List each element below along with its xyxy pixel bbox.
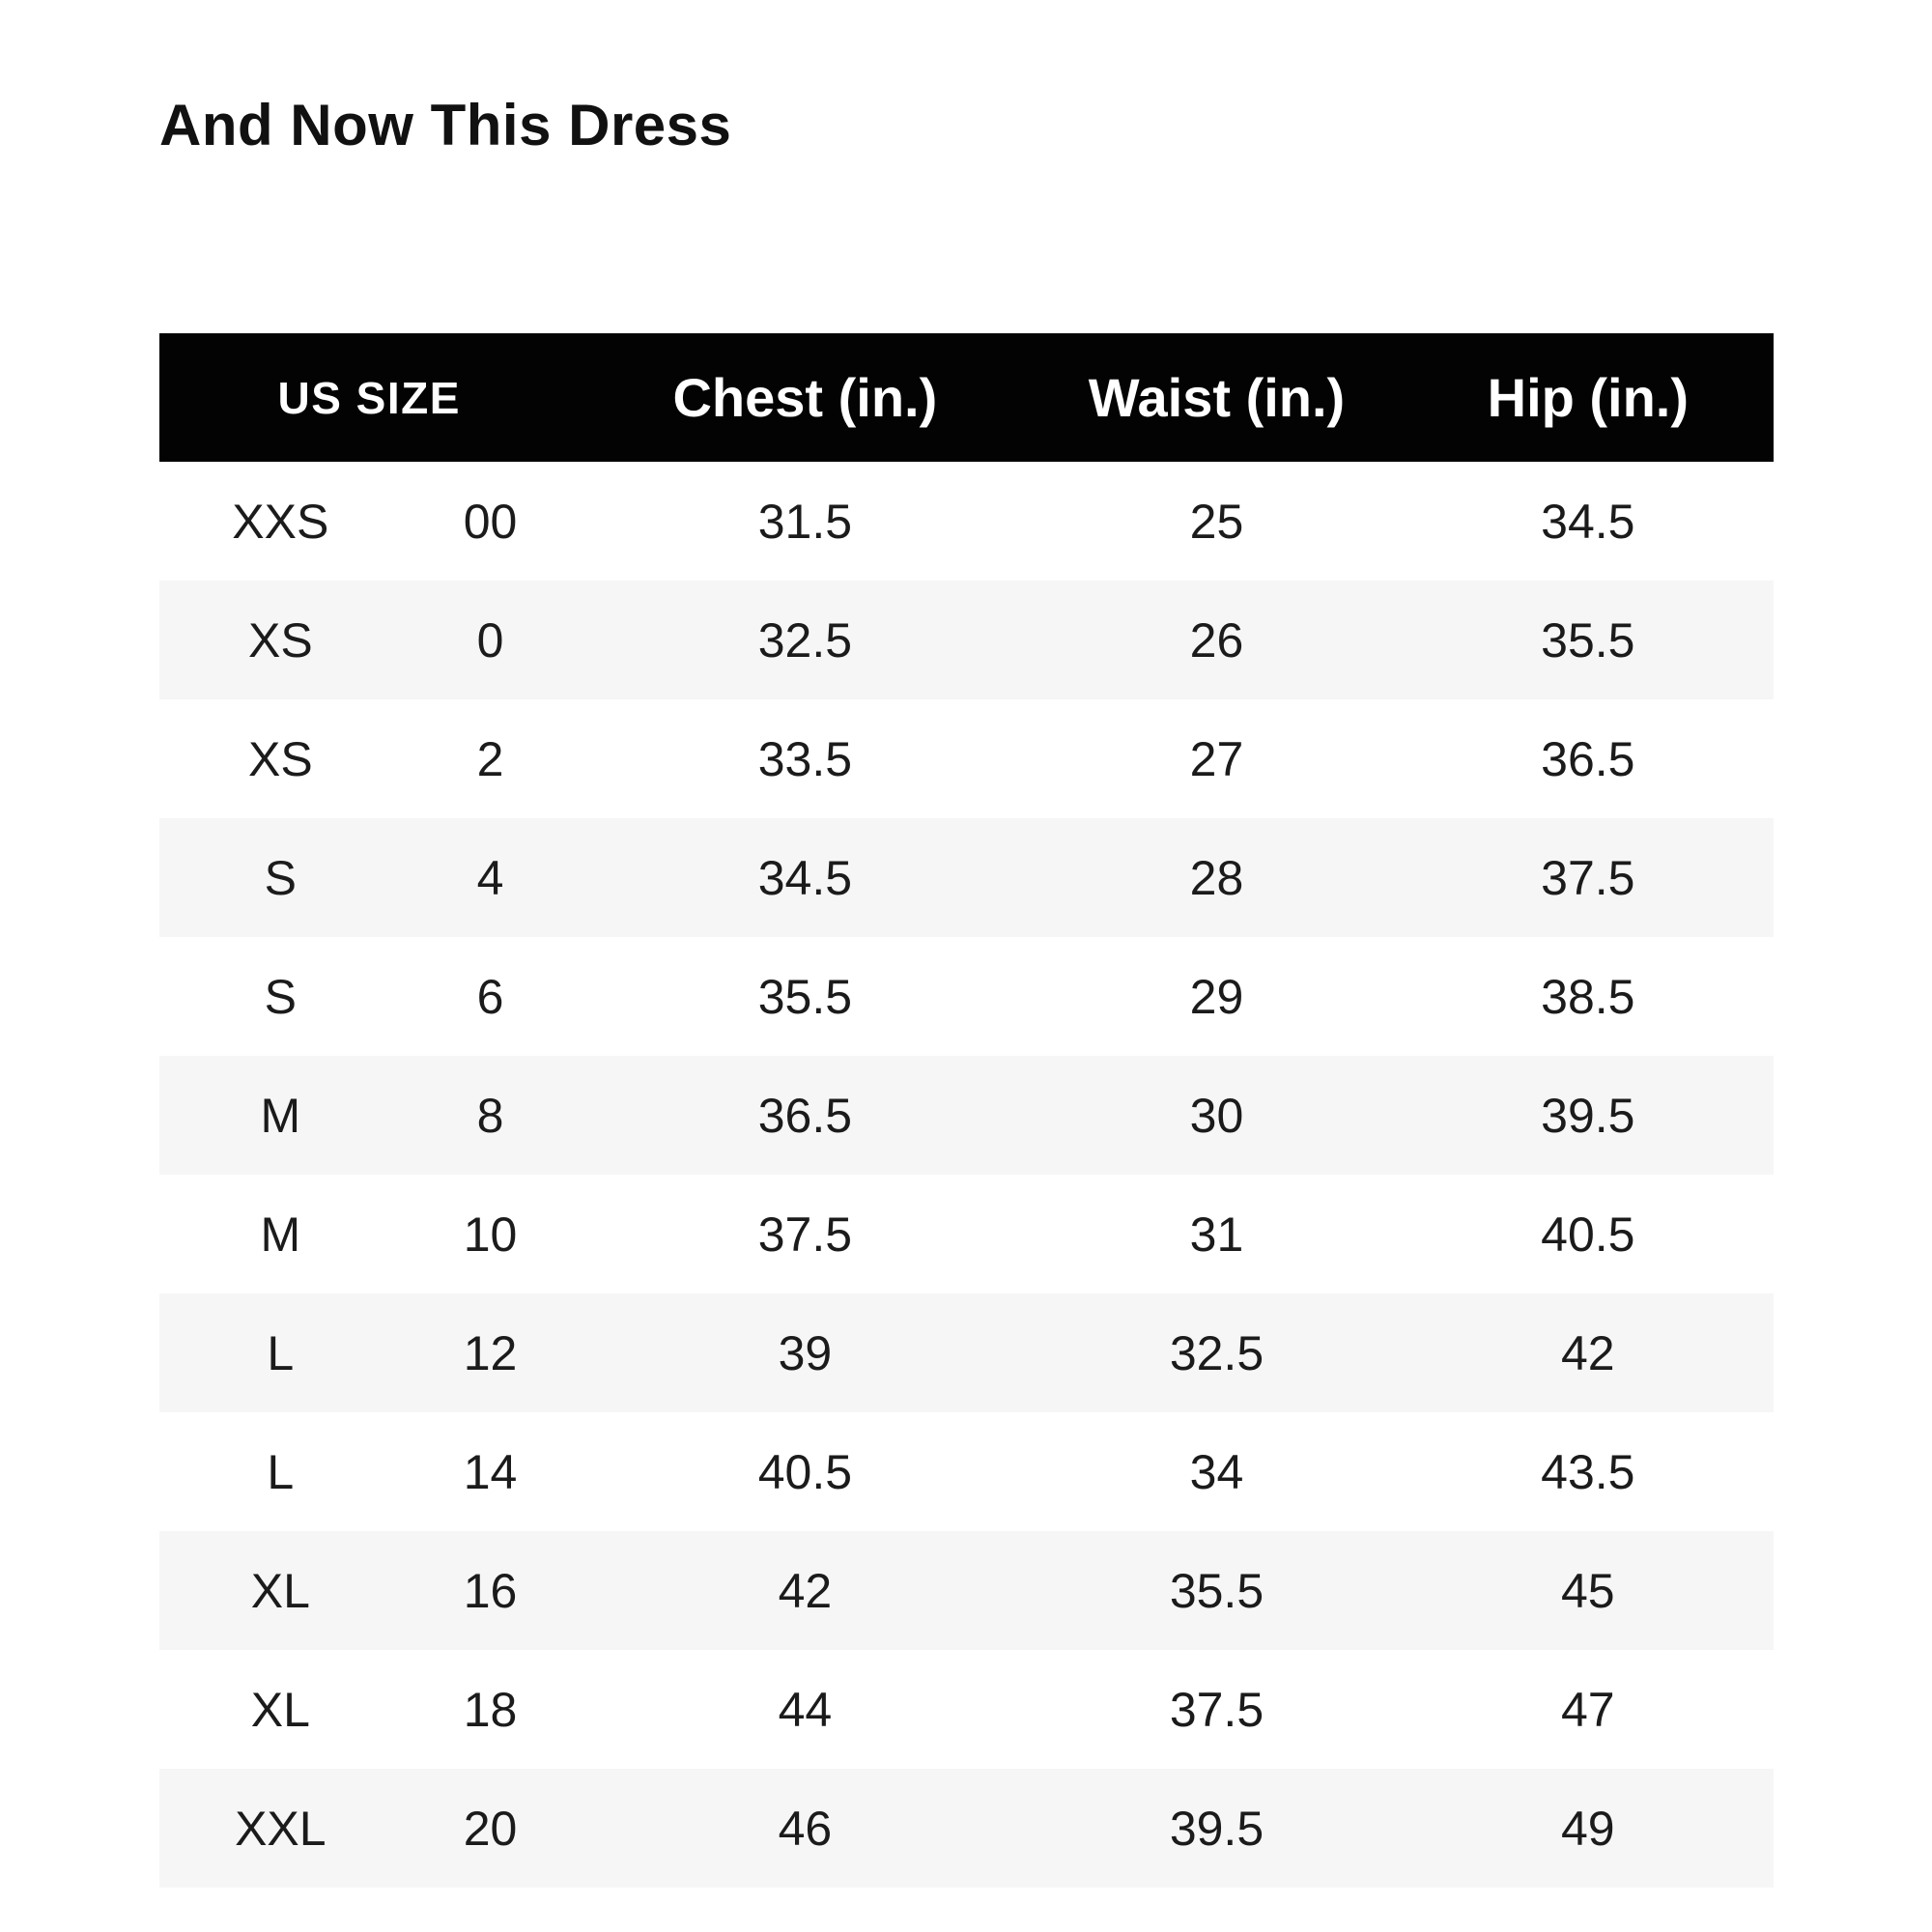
- cell-chest: 34.5: [579, 818, 1031, 937]
- cell-waist: 37.5: [1031, 1650, 1402, 1769]
- cell-chest: 40.5: [579, 1412, 1031, 1531]
- cell-size-label: M: [159, 1056, 402, 1175]
- cell-size-label: L: [159, 1293, 402, 1412]
- cell-waist: 25: [1031, 462, 1402, 581]
- cell-hip: 39.5: [1403, 1056, 1774, 1175]
- cell-chest: 44: [579, 1650, 1031, 1769]
- cell-waist: 39.5: [1031, 1769, 1402, 1888]
- table-row: [159, 1056, 1774, 1175]
- cell-hip: 42: [1403, 1293, 1774, 1412]
- cell-waist: 27: [1031, 699, 1402, 818]
- table-row: [159, 1650, 1774, 1769]
- cell-chest: 42: [579, 1531, 1031, 1650]
- cell-us-size: 20: [402, 1769, 580, 1888]
- cell-size-label: XL: [159, 1650, 402, 1769]
- cell-chest: 35.5: [579, 937, 1031, 1056]
- cell-waist: 30: [1031, 1056, 1402, 1175]
- cell-waist: 35.5: [1031, 1531, 1402, 1650]
- cell-hip: 37.5: [1403, 818, 1774, 937]
- cell-hip: 49: [1403, 1769, 1774, 1888]
- cell-hip: 35.5: [1403, 581, 1774, 699]
- page-title: And Now This Dress: [159, 93, 732, 157]
- cell-chest: 32.5: [579, 581, 1031, 699]
- cell-us-size: 14: [402, 1412, 580, 1531]
- cell-size-label: XXS: [159, 462, 402, 581]
- cell-us-size: 8: [402, 1056, 580, 1175]
- column-header-hip: Hip (in.): [1403, 333, 1774, 462]
- cell-waist: 32.5: [1031, 1293, 1402, 1412]
- table-row: [159, 462, 1774, 581]
- cell-waist: 29: [1031, 937, 1402, 1056]
- table-row: [159, 1412, 1774, 1531]
- cell-us-size: 18: [402, 1650, 580, 1769]
- cell-hip: 45: [1403, 1531, 1774, 1650]
- cell-size-label: M: [159, 1175, 402, 1293]
- cell-hip: 36.5: [1403, 699, 1774, 818]
- table-row: [159, 1769, 1774, 1888]
- cell-us-size: 2: [402, 699, 580, 818]
- cell-hip: 43.5: [1403, 1412, 1774, 1531]
- column-header-us-size: US SIZE: [159, 333, 579, 462]
- cell-us-size: 12: [402, 1293, 580, 1412]
- table-row: [159, 818, 1774, 937]
- cell-size-label: S: [159, 937, 402, 1056]
- cell-us-size: 16: [402, 1531, 580, 1650]
- cell-size-label: XS: [159, 581, 402, 699]
- cell-size-label: XL: [159, 1531, 402, 1650]
- table-row: [159, 1531, 1774, 1650]
- table-row: [159, 1175, 1774, 1293]
- table-row: [159, 699, 1774, 818]
- cell-waist: 28: [1031, 818, 1402, 937]
- table-row: [159, 937, 1774, 1056]
- cell-chest: 36.5: [579, 1056, 1031, 1175]
- table-header-row: [159, 333, 1774, 462]
- cell-chest: 37.5: [579, 1175, 1031, 1293]
- cell-size-label: XXL: [159, 1769, 402, 1888]
- cell-us-size: 00: [402, 462, 580, 581]
- table-header: [159, 333, 1774, 462]
- cell-waist: 26: [1031, 581, 1402, 699]
- cell-us-size: 6: [402, 937, 580, 1056]
- cell-waist: 31: [1031, 1175, 1402, 1293]
- table-row: [159, 581, 1774, 699]
- cell-size-label: S: [159, 818, 402, 937]
- cell-hip: 47: [1403, 1650, 1774, 1769]
- column-header-chest: Chest (in.): [579, 333, 1031, 462]
- cell-us-size: 10: [402, 1175, 580, 1293]
- cell-chest: 39: [579, 1293, 1031, 1412]
- cell-us-size: 0: [402, 581, 580, 699]
- cell-size-label: XS: [159, 699, 402, 818]
- cell-hip: 34.5: [1403, 462, 1774, 581]
- cell-size-label: L: [159, 1412, 402, 1531]
- table-row: [159, 1293, 1774, 1412]
- table-body: [159, 462, 1774, 1888]
- cell-hip: 40.5: [1403, 1175, 1774, 1293]
- cell-us-size: 4: [402, 818, 580, 937]
- cell-chest: 46: [579, 1769, 1031, 1888]
- cell-chest: 31.5: [579, 462, 1031, 581]
- column-header-waist: Waist (in.): [1031, 333, 1402, 462]
- cell-waist: 34: [1031, 1412, 1402, 1531]
- cell-chest: 33.5: [579, 699, 1031, 818]
- cell-hip: 38.5: [1403, 937, 1774, 1056]
- size-chart-table: [159, 333, 1774, 1888]
